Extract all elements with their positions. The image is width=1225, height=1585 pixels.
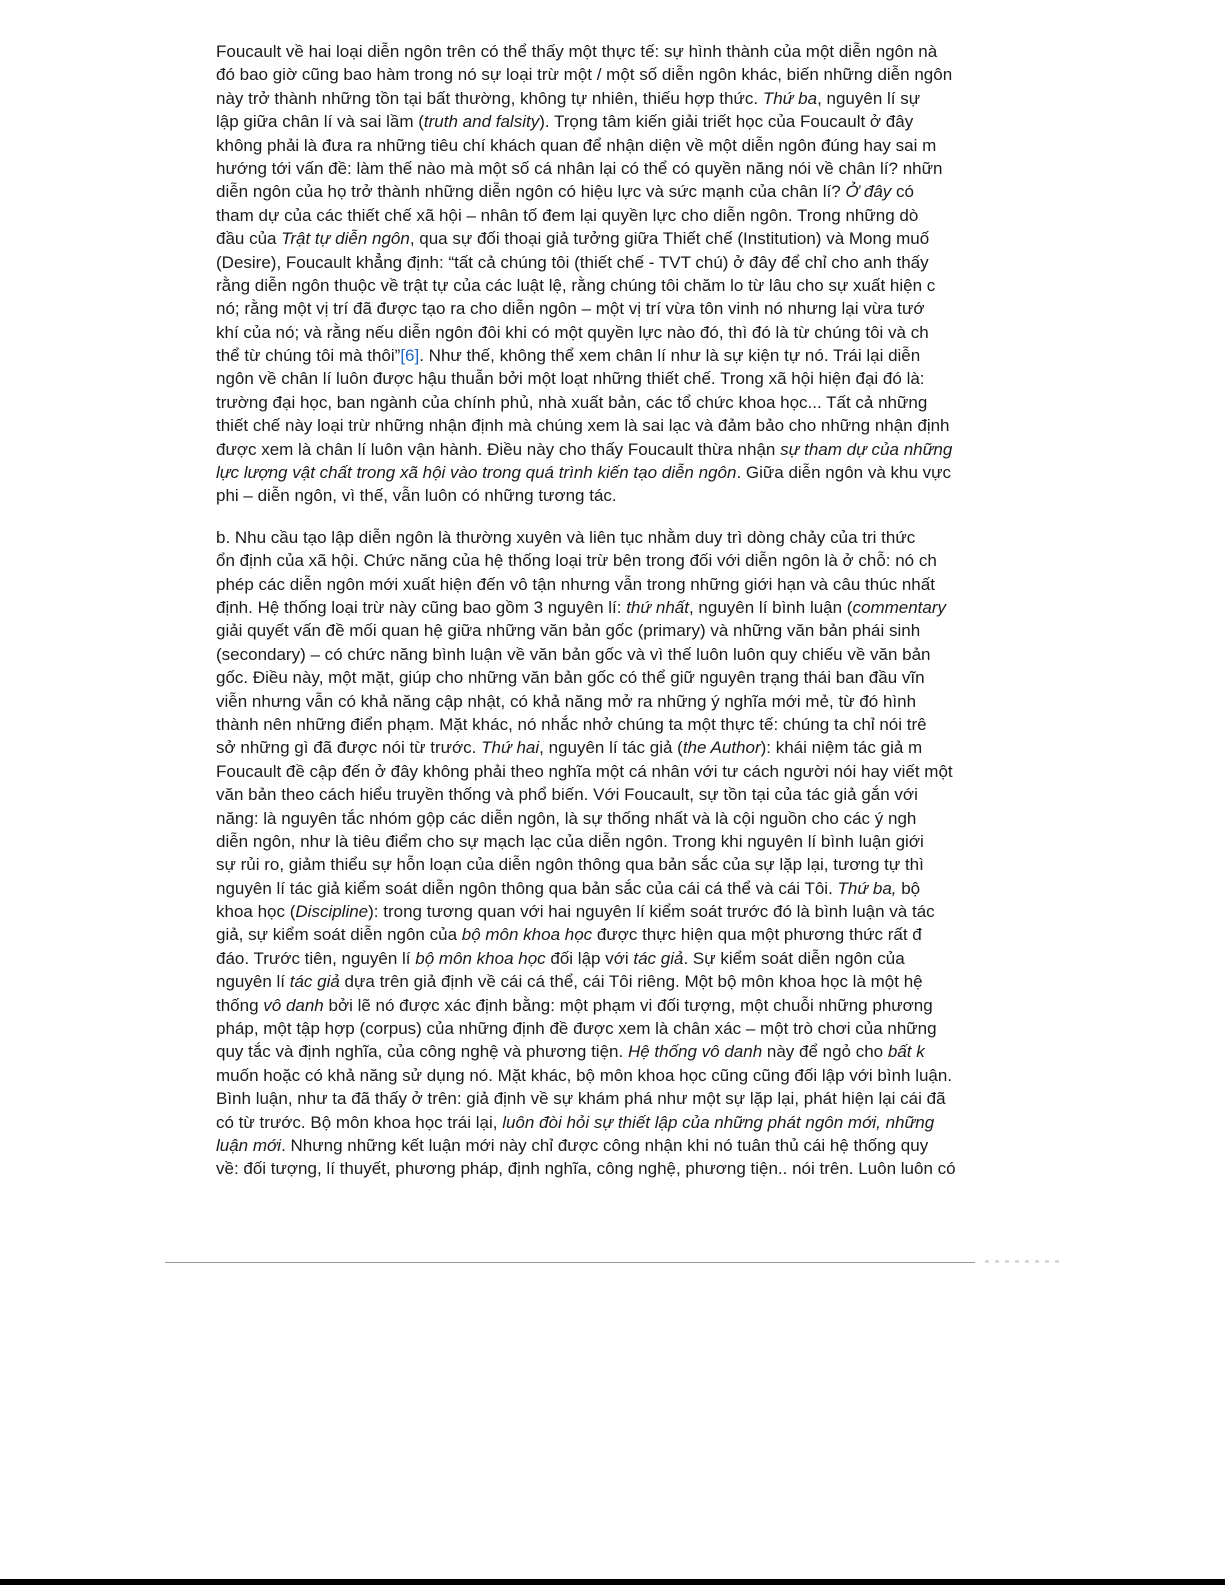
text-line: [216, 87, 1060, 110]
text-run: này để ngỏ cho: [762, 1042, 888, 1062]
text-run: , nguyên lí bình luận (: [688, 597, 853, 617]
text-line: [216, 877, 1060, 900]
text-line: [216, 461, 1060, 484]
text-line: [216, 994, 1060, 1017]
text-run: phép các diễn ngôn mới xuất hiện đến vô tận nhưng vẫn trong những giới hạn và câu thúc nhất: [216, 574, 935, 594]
text-line: [216, 596, 1060, 619]
text-run: , qua sự đối thoại giả tưởng giữa Thiết chế (Institution) và Mong muố: [409, 229, 930, 249]
text-run: định. Hệ thống loại trừ này cũng bao gồm 3 nguyên lí:: [216, 597, 627, 617]
text-line: [216, 830, 1060, 853]
text-run: đối lập với: [545, 948, 634, 968]
text-line: [216, 1040, 1060, 1063]
text-run: nguyên lí: [216, 972, 290, 992]
text-run: Bình luận, như ta đã thấy ở trên: giả định về sự khám phá như một sự lặp lại, phát hiện lại cái đã: [216, 1089, 946, 1109]
text-run: thể từ chúng tôi mà thôi”: [216, 346, 401, 366]
text-line: [216, 1134, 1060, 1157]
text-run: sở những gì đã được nói từ trước.: [216, 738, 482, 758]
text-line: [216, 251, 1060, 274]
text-run: có từ trước. Bộ môn khoa học trái lại,: [216, 1112, 503, 1132]
text-line: [216, 643, 1060, 666]
text-run: này trở thành những tồn tại bất thường, không tự nhiên, thiếu hợp thức.: [216, 88, 763, 108]
italic-text: luận mới: [216, 1135, 282, 1155]
text-run: về: đối tượng, lí thuyết, phương pháp, định nghĩa, công nghệ, phương tiện.. nói trên. Luôn luôn có: [216, 1159, 956, 1179]
text-line: [216, 736, 1060, 759]
italic-text: Ở đây: [845, 182, 892, 202]
text-line: [216, 297, 1060, 320]
italic-text: sự tham dự của những: [780, 439, 953, 459]
italic-text: bộ môn khoa học: [415, 948, 546, 968]
text-line: [216, 391, 1060, 414]
text-line: [216, 274, 1060, 297]
text-run: văn bản theo cách hiểu truyền thống và phổ biến. Với Foucault, sự tồn tại của tác giả gắn với: [216, 785, 918, 805]
text-run: năng: là nguyên tắc nhóm gộp các diễn ngôn, là sự thống nhất và là cội nguồn cho các ý ngh: [216, 808, 917, 828]
italic-text: Trật tự diễn ngôn: [281, 229, 410, 249]
text-run: nó; rằng một vị trí đã được tạo ra cho diễn ngôn – một vị trí vừa tôn vinh nó nhưng lại vừa tướ: [216, 299, 925, 319]
text-run: diễn ngôn, như là tiêu điểm cho sự mạch lạc của diễn ngôn. Trong khi nguyên lí bình luận giới: [216, 831, 924, 851]
italic-text: lực lượng vật chất trong xã hội vào trong quá trình kiến tạo diễn ngôn: [216, 463, 737, 483]
text-line: [216, 619, 1060, 642]
text-run: phi – diễn ngôn, vì thế, vẫn luôn có những tương tác.: [216, 486, 617, 506]
text-run: sự rủi ro, giảm thiểu sự hỗn loạn của diễn ngôn thông qua bản sắc của sự lặp lại, tương tự thì: [216, 855, 924, 875]
text-line: [216, 807, 1060, 830]
text-line: [216, 1017, 1060, 1040]
italic-text: truth and falsity: [423, 112, 540, 132]
text-run: (Desire), Foucault khẳng định: “tất cả chúng tôi (thiết chế - TVT chú) ở đây để chỉ cho anh thấy: [216, 252, 929, 272]
text-line: [216, 1087, 1060, 1110]
text-run: khoa học (: [216, 902, 296, 922]
text-run: , nguyên lí sự: [817, 88, 921, 108]
text-line: [216, 1064, 1060, 1087]
text-run: viễn nhưng vẫn có khả năng cập nhật, có khả năng mở ra những ý nghĩa mới mẻ, từ đó hình: [216, 691, 917, 711]
text-run: thống: [216, 995, 264, 1015]
text-run: diễn ngôn của họ trở thành những diễn ngôn có hiệu lực và sức mạnh của chân lí?: [216, 182, 846, 202]
text-line: [216, 853, 1060, 876]
text-run: ổn định của xã hội. Chức năng của hệ thống loại trừ bên trong đối với diễn ngôn là ở chỗ: nó ch: [216, 551, 937, 571]
italic-text: thứ nhất: [626, 597, 689, 617]
italic-text: bất k: [887, 1042, 925, 1062]
italic-text: Thứ ba: [762, 88, 818, 108]
text-line: [216, 321, 1060, 344]
text-line: [216, 713, 1060, 736]
text-run: đó bao giờ cũng bao hàm trong nó sự loại trừ một / một số diễn ngôn khác, biến những diễn ngôn: [216, 65, 953, 85]
text-line: [216, 157, 1060, 180]
footnote-link[interactable]: [6]: [400, 346, 420, 366]
footnote-separator: [165, 1262, 975, 1263]
text-line: [216, 180, 1060, 203]
text-run: ): khái niệm tác giả m: [760, 738, 923, 758]
text-run: b. Nhu cầu tạo lập diễn ngôn là thường xuyên và liên tục nhằm duy trì dòng chảy của tri thức: [216, 527, 916, 547]
text-line: [216, 367, 1060, 390]
text-run: . Sự kiểm soát diễn ngôn của: [683, 948, 905, 968]
italic-text: Thứ hai: [481, 738, 540, 758]
text-run: dựa trên giả định về cái cá thể, cái Tôi riêng. Một bộ môn khoa học là một hệ: [339, 972, 923, 992]
text-run: không phải là đưa ra những tiêu chí khách quan để nhận diện về một diễn ngôn đúng hay sai m: [216, 135, 937, 155]
text-run: ). Trọng tâm kiến giải triết học của Foucault ở đây: [539, 112, 914, 132]
paragraph: [216, 40, 1060, 508]
text-run: đầu của: [216, 229, 282, 249]
text-line: [216, 573, 1060, 596]
text-line: [216, 110, 1060, 133]
text-run: gốc. Điều này, một mặt, giúp cho những văn bản gốc có thể giữ nguyên trạng thái ban đầu vĩn: [216, 668, 925, 688]
text-line: [216, 783, 1060, 806]
text-line: [216, 227, 1060, 250]
text-line: [216, 923, 1060, 946]
text-line: [216, 204, 1060, 227]
text-run: thành nên những điển phạm. Mặt khác, nó nhắc nhở chúng ta một thực tế: chúng ta chỉ nói trê: [216, 714, 927, 734]
text-run: giải quyết vấn đề mối quan hệ giữa những văn bản gốc (primary) và những văn bản phái sinh: [216, 621, 921, 641]
text-run: . Giữa diễn ngôn và khu vực: [736, 463, 952, 483]
text-line: [216, 414, 1060, 437]
text-line: [216, 134, 1060, 157]
text-run: đáo. Trước tiên, nguyên lí: [216, 948, 416, 968]
text-run: bởi lẽ nó được xác định bằng: một phạm vi đối tượng, một chuỗi những phương: [323, 995, 933, 1015]
text-run: thiết chế này loại trừ những nhận định mà chúng xem là sai lạc và đảm bảo cho những nhận định: [216, 416, 950, 436]
text-run: pháp, một tập hợp (corpus) của những định đề được xem là chân xác – một trò chơi của những: [216, 1019, 937, 1039]
text-run: hướng tới vấn đề: làm thế nào mà một số cá nhân lại có thể có quyền năng nói về chân lí? nhữn: [216, 158, 943, 178]
text-line: [216, 760, 1060, 783]
text-line: [216, 900, 1060, 923]
text-line: [216, 1157, 1060, 1180]
text-line: [216, 1111, 1060, 1134]
text-line: [216, 438, 1060, 461]
text-run: được thực hiện qua một phương thức rất đ: [592, 925, 922, 945]
text-run: khí của nó; và rằng nếu diễn ngôn đôi khi có một quyền lực nào đó, thì đó là từ chúng tôi và ch: [216, 322, 929, 342]
text-run: tham dự của các thiết chế xã hội – nhân tố đem lại quyền lực cho diễn ngôn. Trong những dò: [216, 205, 919, 225]
text-run: , nguyên lí tác giả (: [539, 738, 683, 758]
text-run: Foucault về hai loại diễn ngôn trên có thể thấy một thực tế: sự hình thành của một diễn ngôn nà: [216, 42, 938, 61]
text-line: [216, 970, 1060, 993]
text-line: [216, 63, 1060, 86]
text-run: (secondary) – có chức năng bình luận về văn bản gốc và vì thế luôn luôn quy chiếu về văn bản: [216, 644, 931, 664]
document-body: [216, 40, 1060, 1210]
italic-text: tác giả: [289, 972, 340, 992]
text-run: ngôn về chân lí luôn được hậu thuẫn bởi một loạt những thiết chế. Trong xã hội hiện đại đó là:: [216, 369, 925, 389]
italic-text: vô danh: [263, 995, 324, 1015]
text-line: [216, 947, 1060, 970]
text-run: quy tắc và định nghĩa, của công nghệ và phương tiện.: [216, 1042, 628, 1062]
italic-text: commentary: [852, 597, 947, 617]
text-run: muốn hoặc có khả năng sử dụng nó. Mặt khác, bộ môn khoa học cũng cũng đối lập với bình luận.: [216, 1065, 953, 1085]
italic-text: luôn đòi hỏi sự thiết lập của những phát ngôn mới, những: [502, 1112, 935, 1132]
text-run: . Nhưng những kết luận mới này chỉ được công nhận khi nó tuân thủ cái hệ thống quy: [281, 1135, 929, 1155]
faded-footnote-marker: [985, 1260, 1060, 1263]
italic-text: Hệ thống vô danh: [627, 1042, 763, 1062]
text-line: [216, 344, 1060, 367]
text-run: rằng diễn ngôn thuộc về trật tự của các luật lệ, rằng chúng tôi chăm lo từ lâu cho sự xuất hiện c: [216, 275, 936, 295]
text-run: trường đại học, ban ngành của chính phủ, nhà xuất bản, các tổ chức khoa học... Tất cả những: [216, 392, 928, 412]
text-run: ): trong tương quan với hai nguyên lí kiểm soát trước đó là bình luận và tác: [368, 902, 935, 922]
italic-text: Thứ ba,: [837, 878, 897, 898]
italic-text: tác giả: [633, 948, 684, 968]
text-line: [216, 484, 1060, 507]
paragraph: [216, 526, 1060, 1181]
text-run: giả, sự kiểm soát diễn ngôn của: [216, 925, 462, 945]
text-run: Foucault đề cập đến ở đây không phải theo nghĩa một cá nhân với tư cách người nói hay viết một: [216, 761, 953, 781]
italic-text: bộ môn khoa học: [461, 925, 593, 945]
text-run: nguyên lí tác giả kiểm soát diễn ngôn thông qua bản sắc của cái cá thể và cái Tôi.: [216, 878, 838, 898]
text-run: . Như thế, không thể xem chân lí như là sự kiện tự nó. Trái lại diễn: [419, 346, 921, 366]
italic-text: the Author: [682, 738, 761, 758]
text-line: [216, 40, 1060, 63]
paragraph-spacer: [216, 508, 1060, 526]
text-line: [216, 690, 1060, 713]
page-bottom-edge: [0, 1579, 1225, 1585]
text-run: được xem là chân lí luôn vận hành. Điều này cho thấy Foucault thừa nhận: [216, 439, 781, 459]
text-run: có: [891, 182, 914, 202]
text-run: bộ: [896, 878, 921, 898]
text-line: [216, 549, 1060, 572]
text-line: [216, 666, 1060, 689]
italic-text: Discipline: [295, 902, 369, 922]
text-run: lập giữa chân lí và sai lầm (: [216, 112, 424, 132]
text-line: [216, 526, 1060, 549]
